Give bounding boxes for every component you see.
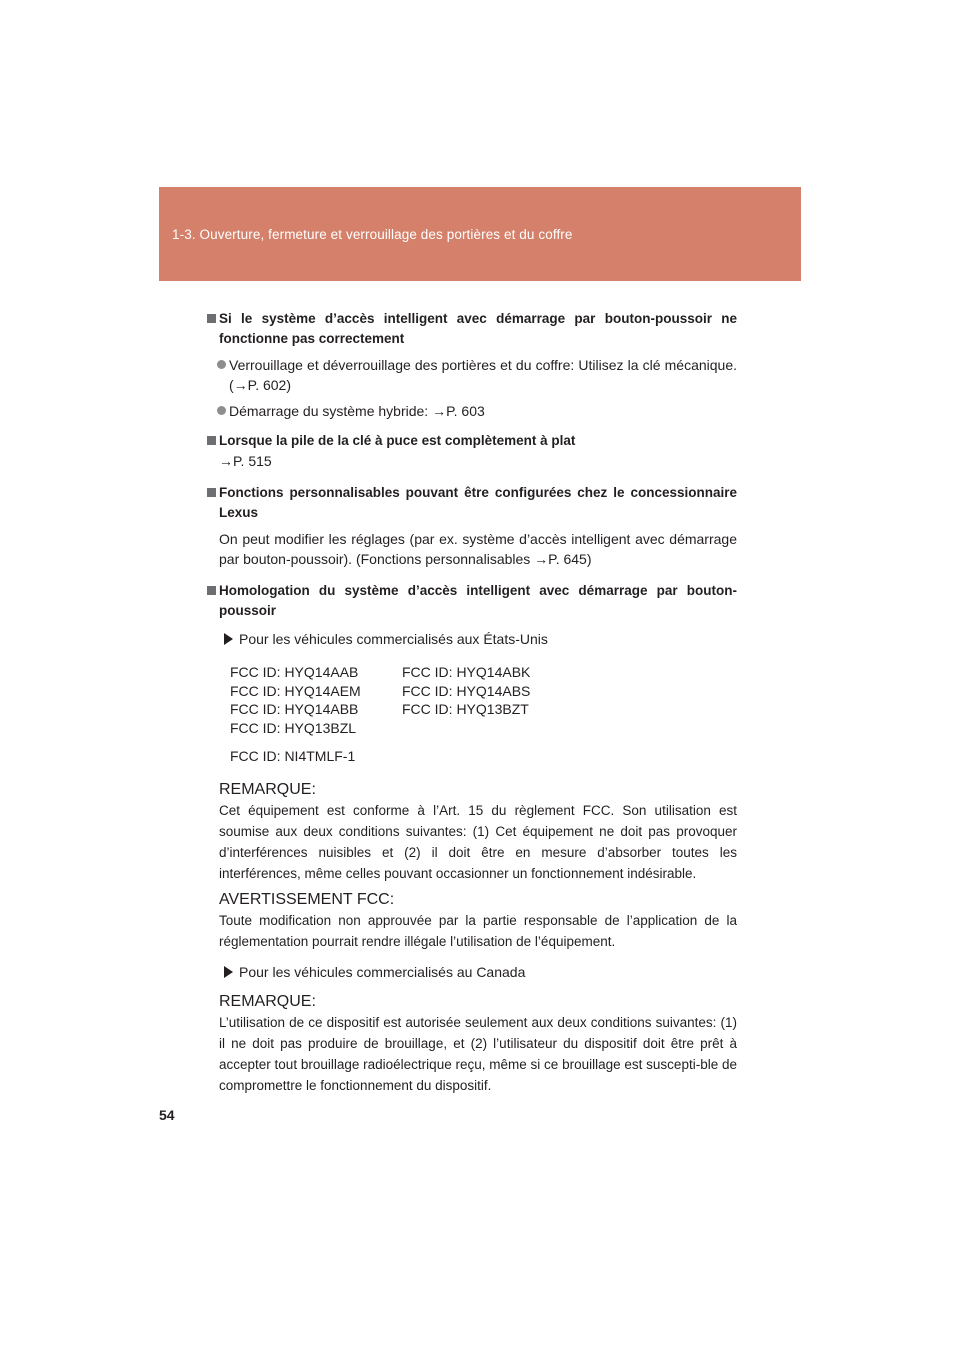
square-bullet-icon <box>207 314 216 323</box>
fcc-id-single <box>207 747 737 766</box>
warning-heading: AVERTISSEMENT FCC: <box>219 890 395 908</box>
fcc-id-column-right <box>402 663 574 737</box>
bullet-item-mechanical-key <box>207 355 737 395</box>
heading-text: Homologation du système d’accès intelligent avec démarrage par bouton-poussoir <box>219 583 737 618</box>
triangle-arrow-icon <box>224 966 233 978</box>
square-bullet-icon <box>207 436 216 445</box>
fcc-id: FCC ID: HYQ14ABK <box>402 664 531 680</box>
page-content <box>207 309 737 1096</box>
bullet-item-hybrid-start <box>207 401 737 421</box>
paragraph-customization: On peut modifier les réglages (par ex. système d’accès intelligent avec démarrage par bouton-poussoir). (Fonctions personnalisables →P. 645) <box>219 531 737 567</box>
heading-smart-access-malfunction <box>207 309 737 349</box>
heading-text: Lorsque la pile de la clé à puce est complètement à plat <box>219 433 576 448</box>
fcc-id: FCC ID: HYQ14AEM <box>230 682 361 699</box>
fcc-id: FCC ID: HYQ14ABS <box>402 682 531 699</box>
label-text: Pour les véhicules commercialisés aux États-Unis <box>239 631 548 647</box>
section-header-band <box>159 187 801 281</box>
label-text: Pour les véhicules commercialisés au Canada <box>239 963 526 980</box>
heading-text: Fonctions personnalisables pouvant être configurées chez le concessionnaire Lexus <box>219 485 737 520</box>
triangle-arrow-icon <box>224 633 233 645</box>
note-body-fcc: Cet équipement est conforme à l’Art. 15 du règlement FCC. Son utilisation est soumise aux deux conditions suivantes: (1) Cet équipement ne doit pas provoquer d’interférences nuisibles et (2) il doit être en mesure d’absorber toutes les interférences, même celles pouvant occasionner un fonctionnement indésirable. <box>219 802 737 881</box>
fcc-id: FCC ID: HYQ13BZT <box>402 701 529 717</box>
page-reference: →P. 515 <box>219 453 272 469</box>
warning-body: Toute modification non approuvée par la partie responsable de l’application de la réglementation pourrait rendre illégale l’utilisation de l’équipement. <box>219 912 737 949</box>
fcc-id: FCC ID: HYQ14ABB <box>230 701 359 717</box>
note-heading-canada: REMARQUE: <box>219 992 316 1010</box>
fcc-id: FCC ID: NI4TMLF-1 <box>230 748 356 764</box>
bullet-text: Démarrage du système hybride: →P. 603 <box>229 403 485 419</box>
round-bullet-icon <box>217 360 226 369</box>
fcc-id: FCC ID: HYQ13BZL <box>230 719 357 736</box>
fcc-id-list <box>207 663 737 737</box>
fcc-id-column-left <box>230 663 402 737</box>
note-body-canada: L’utilisation de ce dispositif est autorisée seulement aux deux conditions suivantes: (1) il ne doit pas produire de brouillage, et (2) l’utilisateur du dispositif doit être prêt à accepter tout brouillage radioélectrique reçu, même si ce brouillage est suscepti-ble de compromettre le fonctionnement du dispositif. <box>219 1014 737 1093</box>
page-number: 54 <box>159 1107 175 1123</box>
note-heading: REMARQUE: <box>219 780 316 798</box>
heading-customizable-features <box>207 483 737 523</box>
heading-key-battery <box>207 431 737 451</box>
heading-certification <box>207 581 737 621</box>
bullet-text: Verrouillage et déverrouillage des portières et du coffre: Utilisez la clé mécanique. (→P. 602) <box>229 357 737 393</box>
label-usa <box>207 629 737 649</box>
square-bullet-icon <box>207 488 216 497</box>
fcc-id: FCC ID: HYQ14AAB <box>230 664 359 680</box>
round-bullet-icon <box>217 406 226 415</box>
label-canada <box>207 962 737 982</box>
heading-text: Si le système d’accès intelligent avec démarrage par bouton-poussoir ne fonctionne pas correctement <box>219 311 737 346</box>
section-title: 1-3. Ouverture, fermeture et verrouillage des portières et du coffre <box>172 227 573 242</box>
square-bullet-icon <box>207 586 216 595</box>
